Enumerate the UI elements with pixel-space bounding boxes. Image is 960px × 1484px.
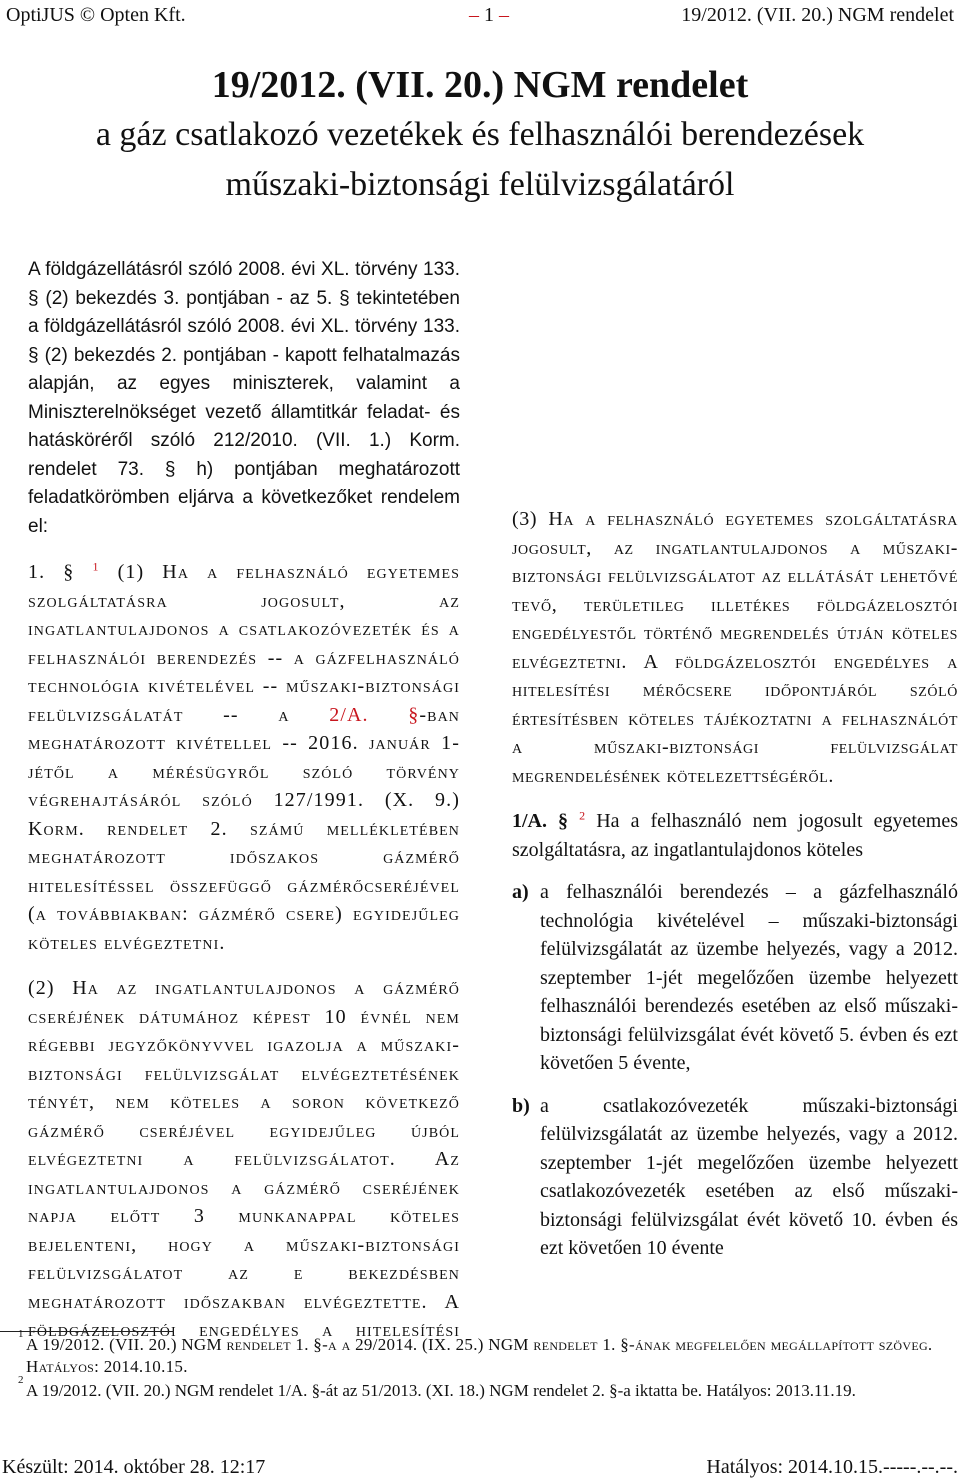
section-1-paragraph-3: (3) Ha a felhasználó egyetemes szolgáltatásra jogosult, az ingatlantulajdonos a műszaki-biztonsági felülvizsgálatot az ellátását lehetővé tevő, területileg illetékes földgázelosztói engedélyestől történő megrendelés útján köteles elvégeztetni. A földgázelosztói engedélyes a hitelesítési mérőcsere időpontjáról szóló értesítésben köteles tájékoztatni a felhasználót a műszaki-biztonsági felülvizsgálat megrendelésének kötelezettségéről. [512,508,958,787]
section-2a-link[interactable]: 2/A. § [329,703,420,726]
left-column [28,256,460,1359]
section-1-p1-text-b: -ban meghatározott kivétellel -- 2016. január 1-jétől a mérésügyről szóló törvény végrehajtásáról szóló 127/1991. (X. 9.) Korm. rendelet 2. számú mellékletében meghatározott időszakos gázmérő hitelesítéssel összefüggő gázmérőcseréjével (a továbbiakban: gázmérő csere) egyidejűleg köteles elvégeztetni. [28,703,460,954]
header-page-number [469,4,509,27]
footnote-2: 2 A 19/2012. (VII. 20.) NGM rendelet 1/A. §-át az 51/2013. (XI. 18.) NGM rendelet 2. §-a iktatta be. Hatályos: 2013.11.19. [18,1374,856,1400]
title-line-3: műszaki-biztonsági felülvizsgálatáról [225,166,735,203]
footnote-2-text: A 19/2012. (VII. 20.) NGM rendelet 1/A. §-át az 51/2013. (XI. 18.) NGM rendelet 2. §-a iktatta be. Hatályos: 2013.11.19. [26,1381,856,1400]
section-1-number: 1. § [28,561,75,583]
section-1a-lead [512,807,958,864]
section-1a-number: 1/A. § [512,810,569,832]
footnote-ref-1[interactable]: 1 [92,559,100,574]
section-1-paragraph-1 [28,558,460,957]
footnote-ref-2[interactable]: 2 [579,808,586,823]
document-title [0,60,960,210]
footnote-1: 1 A 19/2012. (VII. 20.) NGM rendelet 1. §-a a 29/2014. (IX. 25.) NGM rendelet 1. §-ának megfelelően megállapított szöveg. Hatályos: 2014.10.15. [18,1328,933,1376]
list-item-b-label: b) [512,1094,530,1117]
header-publisher: OptiJUS © Opten Kft. [6,4,186,26]
header-dash-right: – [499,4,509,26]
header-document-id: 19/2012. (VII. 20.) NGM rendelet [681,4,954,26]
footnote-divider [0,1331,174,1332]
section-1-p1-text-a: (1) Ha a felhasználó egyetemes szolgáltatásra jogosult, az ingatlantulajdonos a csatlakozóvezeték és a felhasználói berendezés -- a gázfelhasználó technológia kivételével -- műszaki-biztonsági felülvizsgálatát -- a [28,561,460,726]
page-footer [0,1454,960,1484]
header-page-num: 1 [484,4,494,26]
title-line-1: 19/2012. (VII. 20.) NGM rendelet [211,64,749,106]
page-header [6,4,954,30]
footnote-1-text: A 19/2012. (VII. 20.) NGM rendelet 1. §-a a 29/2014. (IX. 25.) NGM rendelet 1. §-ának megfelelően megállapított szöveg. Hatályos: 2014.10.15. [26,1335,933,1376]
section-1-paragraph-2: (2) Ha az ingatlantulajdonos a gázmérő cseréjének dátumához képest 10 évnél nem régebbi jegyzőkönyvvel igazolja a műszaki-biztonsági felülvizsgálat elvégeztetésének tényét, nem köteles a soron következő gázmérő cseréjével egyidejűleg újból elvégeztetni a felülvizsgálatot. Az ingatlantulajdonos a gázmérő cseréjének napja előtt 3 munkanappal köteles bejelenteni, hogy a műszaki-biztonsági felülvizsgálatot az e bekezdésben meghatározott időszakban elvégeztette. A földgázelosztói engedélyes a hitelesítési [28,977,460,1341]
list-item-a-label: a) [512,881,529,903]
footer-created: Készült: 2014. október 28. 12:17 [2,1456,266,1478]
list-item-a-text: a felhasználói berendezés – a gázfelhasználó technológia kivételével – műszaki-biztonsági felülvizsgálatát az üzembe helyezés, vagy a 2012. szeptember 1-jét megelőzően üzembe helyezett felhasználói berendezés esetében az első műszaki-biztonsági felülvizsgálat évét követő 5. évben és ezt követően 5 évente, [540,881,958,1074]
title-line-2: a gáz csatlakozó vezetékek és felhasználói berendezések [95,116,865,153]
list-item-b [512,1092,958,1263]
section-1a-lead-text: Ha a felhasználó nem jogosult egyetemes szolgáltatásra, az ingatlantulajdonos köteles [512,810,959,861]
preamble: A földgázellátásról szóló 2008. évi XL. törvény 133. § (2) bekezdés 3. pontjában - az 5. § tekintetében a földgázellátásról szóló 2008. évi XL. törvény 133. § (2) bekezdés 2. pontjában - kapott felhatalmazás alapján, az egyes miniszterek, valamint a Miniszterelnökséget vezető államtitkár feladat- és hatásköréről szóló 212/2010. (VII. 1.) Korm. rendelet 73. § h) pontjában meghatározott feladatkörömben eljárva a következőket rendelem el: [28,259,460,537]
list-item-a [512,878,958,1078]
list-item-b-text: a csatlakozóvezeték műszaki-biztonsági felülvizsgálatát az üzembe helyezés, vagy a 2012. szeptember 1-jét megelőzően üzembe helyezett csatlakozóvezeték esetében az első műszaki-biztonsági felülvizsgálat évét követő 10. évben és ezt követően 10 évente [540,1094,958,1259]
footer-effective: Hatályos: 2014.10.15.-----.--.--. [706,1456,958,1478]
header-dash-left: – [469,4,479,26]
right-column [512,263,958,1277]
